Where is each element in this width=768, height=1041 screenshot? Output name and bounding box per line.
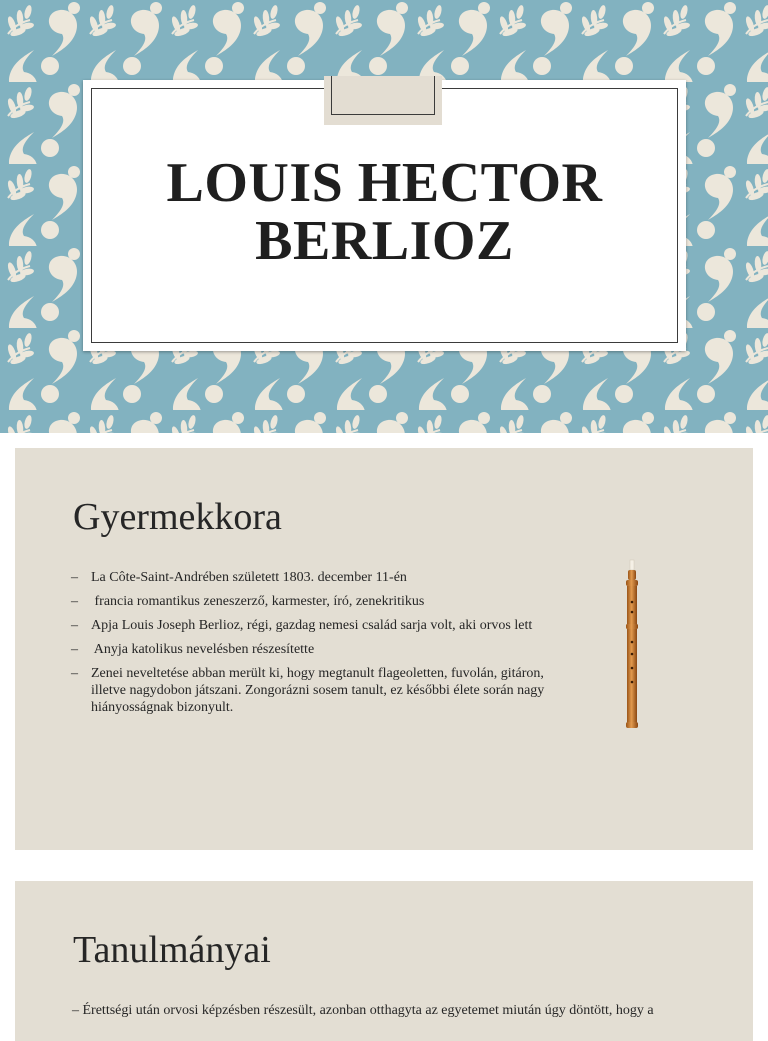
list-item: – La Côte-Saint-Andrében született 1803. december 11-én: [71, 570, 407, 585]
slide-heading: Gyermekkora: [73, 496, 282, 538]
slide-tanulmanyai: [15, 881, 753, 1041]
title-slide: [0, 0, 768, 433]
bullet-list: [72, 1002, 712, 1019]
list-item: – Érettségi után orvosi képzésben részesült, azonban otthagyta az egyetemet miután úgy döntött, hogy a: [72, 1003, 654, 1018]
title-line-1: LOUIS HECTOR: [166, 152, 603, 214]
list-item: – francia romantikus zeneszerző, karmester, író, zenekritikus: [71, 594, 425, 609]
list-item: – Anyja katolikus nevelésben részesítette: [71, 642, 315, 657]
list-item: – Zenei neveltetése abban merült ki, hogy megtanult flageoletten, fuvolán, gitáron, illetve nagydobon játszani. Zongorázni sosem tanult, ez későbbi élete során nagy hiányosságnak bizonyult.: [71, 666, 545, 715]
flageolet-flute-image: [621, 558, 643, 738]
title-line-2: BERLIOZ: [255, 210, 514, 272]
slide-gyermekkora: [15, 448, 753, 850]
list-item: – Apja Louis Joseph Berlioz, régi, gazdag nemesi család sarja volt, aki orvos lett: [71, 618, 533, 633]
slide-heading: Tanulmányai: [73, 929, 271, 971]
bullet-list: [71, 569, 551, 723]
title-card: [83, 80, 686, 351]
presentation-title: [83, 154, 686, 270]
title-tab-decoration: [324, 76, 442, 125]
